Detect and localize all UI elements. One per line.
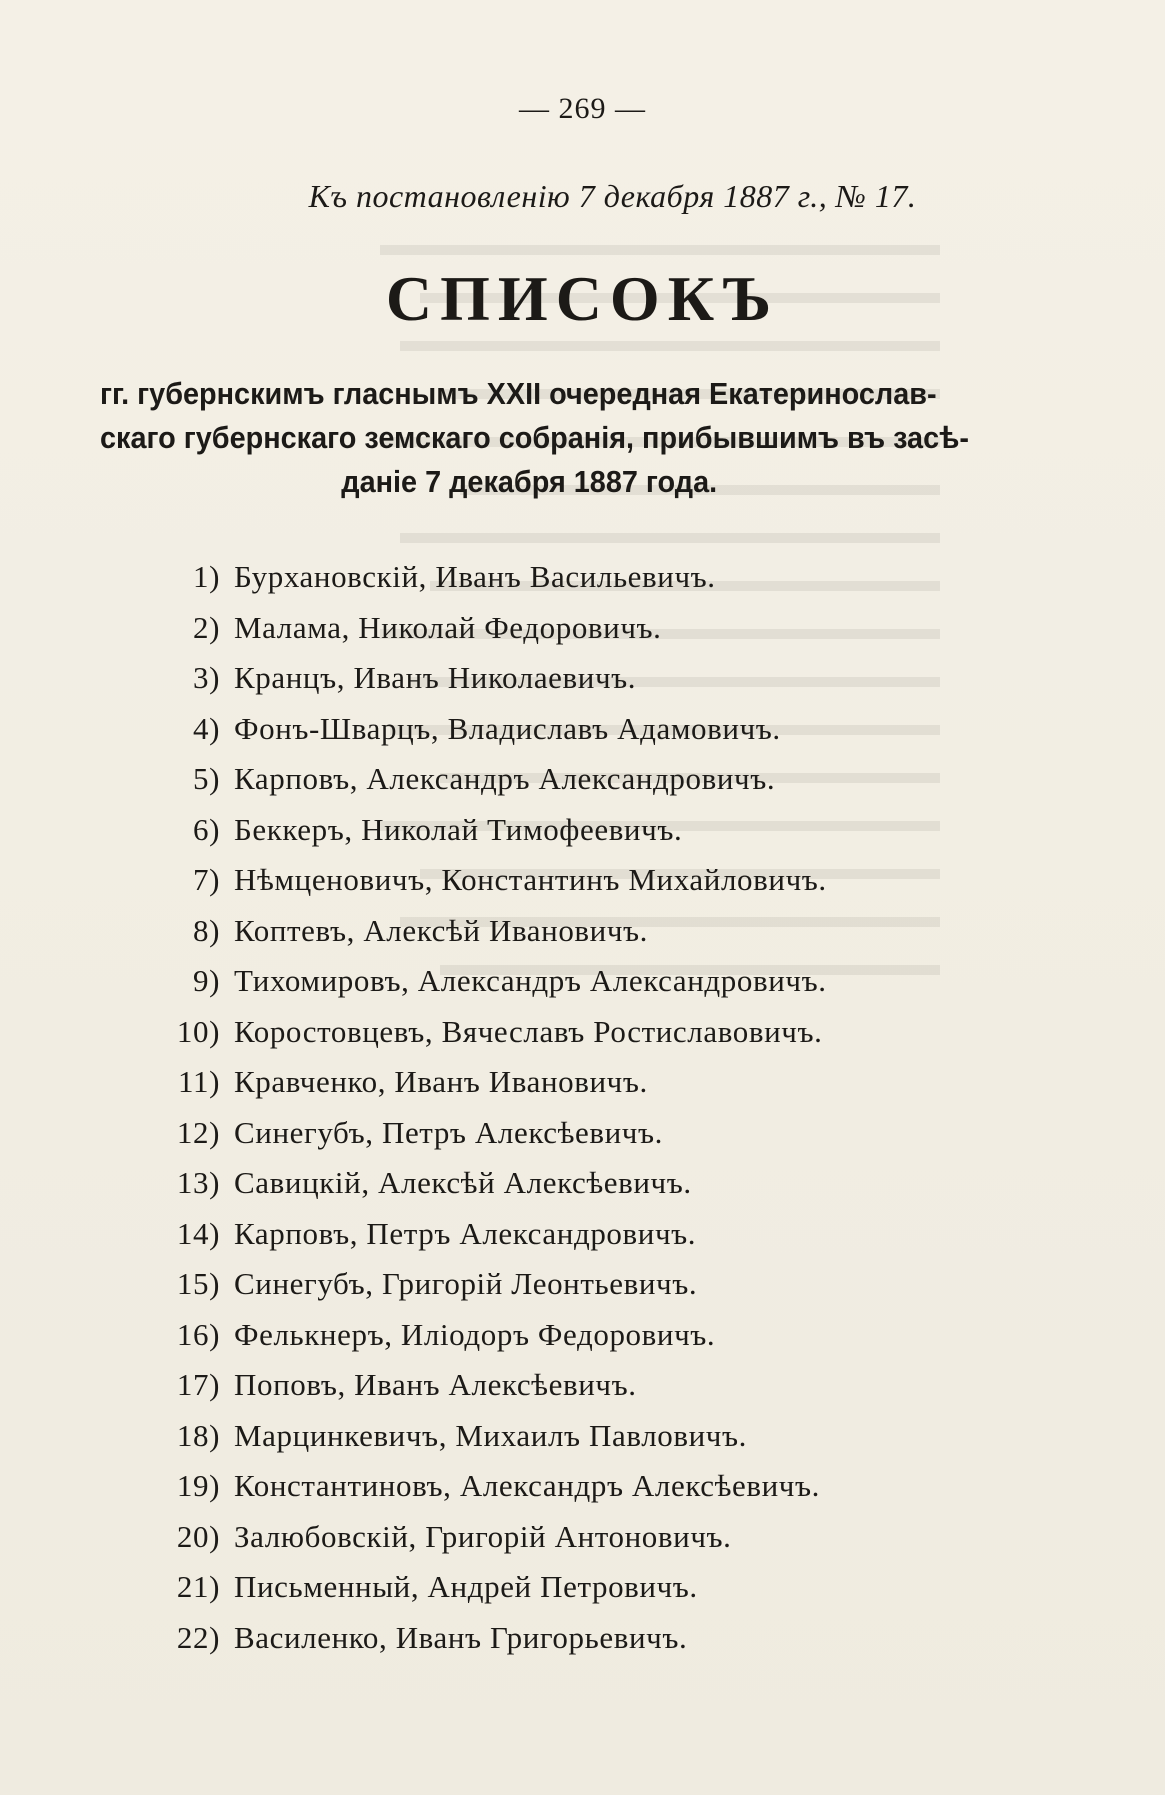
member-number: 17): [176, 1367, 220, 1402]
member-item: [150, 1360, 1070, 1411]
member-name: Письменный, Андрей Петровичъ.: [234, 1569, 698, 1604]
member-number: 5): [192, 761, 220, 796]
member-number: 12): [176, 1114, 220, 1150]
members-list: [150, 552, 1070, 1663]
member-item: [150, 1209, 1070, 1260]
member-number: 16): [176, 1316, 220, 1352]
member-name: Кранцъ, Иванъ Николаевичъ.: [234, 660, 637, 695]
member-item: [150, 1259, 1070, 1310]
member-name: Фонъ-Шварцъ, Владиславъ Адамовичъ.: [234, 710, 781, 746]
member-number: 20): [176, 1518, 220, 1554]
member-item: [150, 653, 1070, 704]
member-name: Фелькнеръ, Иліодоръ Федоровичъ.: [234, 1316, 716, 1352]
member-item: [150, 1512, 1070, 1563]
member-number: 2): [192, 609, 220, 645]
member-item: [150, 1613, 1070, 1664]
member-number: 15): [176, 1266, 220, 1301]
member-name: Константиновъ, Александръ Алексѣевичъ.: [234, 1468, 820, 1503]
member-name: Синегубъ, Григорій Леонтьевичъ.: [234, 1266, 698, 1301]
member-item: [150, 1158, 1070, 1209]
list-title: СПИСОКЪ: [385, 263, 780, 334]
member-item: [150, 1411, 1070, 1462]
member-number: 7): [192, 862, 220, 897]
member-name: Карповъ, Александръ Александровичъ.: [234, 761, 776, 796]
subtitle-line-2: скаго губернскаго земскаго собранія, прибывшимъ въ засѣ-: [100, 420, 969, 455]
member-item: [150, 1007, 1070, 1058]
member-number: 14): [176, 1215, 220, 1251]
member-item: [150, 805, 1070, 856]
member-item: [150, 1562, 1070, 1613]
member-number: 4): [192, 710, 220, 746]
member-number: 21): [176, 1569, 220, 1604]
subtitle-line-1: гг. губернскимъ гласнымъ XXII очередная Екатеринослав-: [100, 376, 937, 411]
subtitle-line-3: даніе 7 декабря 1887 года.: [341, 464, 718, 499]
member-name: Поповъ, Иванъ Алексѣевичъ.: [234, 1367, 637, 1402]
member-name: Беккеръ, Николай Тимофеевичъ.: [234, 811, 683, 847]
member-number: 18): [176, 1417, 220, 1453]
member-name: Кравченко, Иванъ Ивановичъ.: [234, 1064, 648, 1099]
member-item: [150, 956, 1070, 1007]
member-number: 6): [192, 811, 220, 847]
member-item: [150, 1461, 1070, 1512]
page-number: — 269 —: [519, 92, 646, 125]
decree-reference: Къ постановленію 7 декабря 1887 г., № 17.: [308, 178, 917, 214]
member-number: 3): [192, 660, 220, 695]
member-name: Василенко, Иванъ Григорьевичъ.: [234, 1619, 688, 1655]
member-number: 13): [176, 1165, 220, 1200]
member-item: [150, 704, 1070, 755]
member-number: 11): [178, 1064, 220, 1099]
member-name: Савицкій, Алексѣй Алексѣевичъ.: [234, 1165, 692, 1200]
member-name: Залюбовскій, Григорій Антоновичъ.: [234, 1518, 732, 1554]
member-item: [150, 855, 1070, 906]
member-item: [150, 754, 1070, 805]
member-name: Тихомировъ, Александръ Александровичъ.: [234, 963, 827, 998]
member-name: Бурхановскій, Иванъ Васильевичъ.: [234, 559, 716, 594]
member-name: Коростовцевъ, Вячеславъ Ростиславовичъ.: [234, 1013, 823, 1049]
member-item: [150, 1310, 1070, 1361]
member-number: 19): [176, 1468, 220, 1503]
member-name: Нѣмценовичъ, Константинъ Михайловичъ.: [234, 862, 827, 897]
member-item: [150, 603, 1070, 654]
member-name: Коптевъ, Алексѣй Ивановичъ.: [234, 912, 649, 948]
member-name: Марцинкевичъ, Михаилъ Павловичъ.: [234, 1417, 747, 1453]
member-number: 10): [176, 1013, 220, 1049]
member-number: 22): [176, 1619, 220, 1655]
list-subtitle: [100, 372, 1070, 504]
member-name: Карповъ, Петръ Александровичъ.: [234, 1215, 697, 1251]
member-name: Малама, Николай Федоровичъ.: [234, 609, 662, 645]
member-number: 9): [192, 963, 220, 998]
member-item: [150, 1108, 1070, 1159]
member-item: [150, 906, 1070, 957]
member-item: [150, 1057, 1070, 1108]
member-number: 1): [192, 559, 220, 594]
member-name: Синегубъ, Петръ Алексѣевичъ.: [234, 1114, 663, 1150]
member-number: 8): [192, 912, 220, 948]
member-item: [150, 552, 1070, 603]
